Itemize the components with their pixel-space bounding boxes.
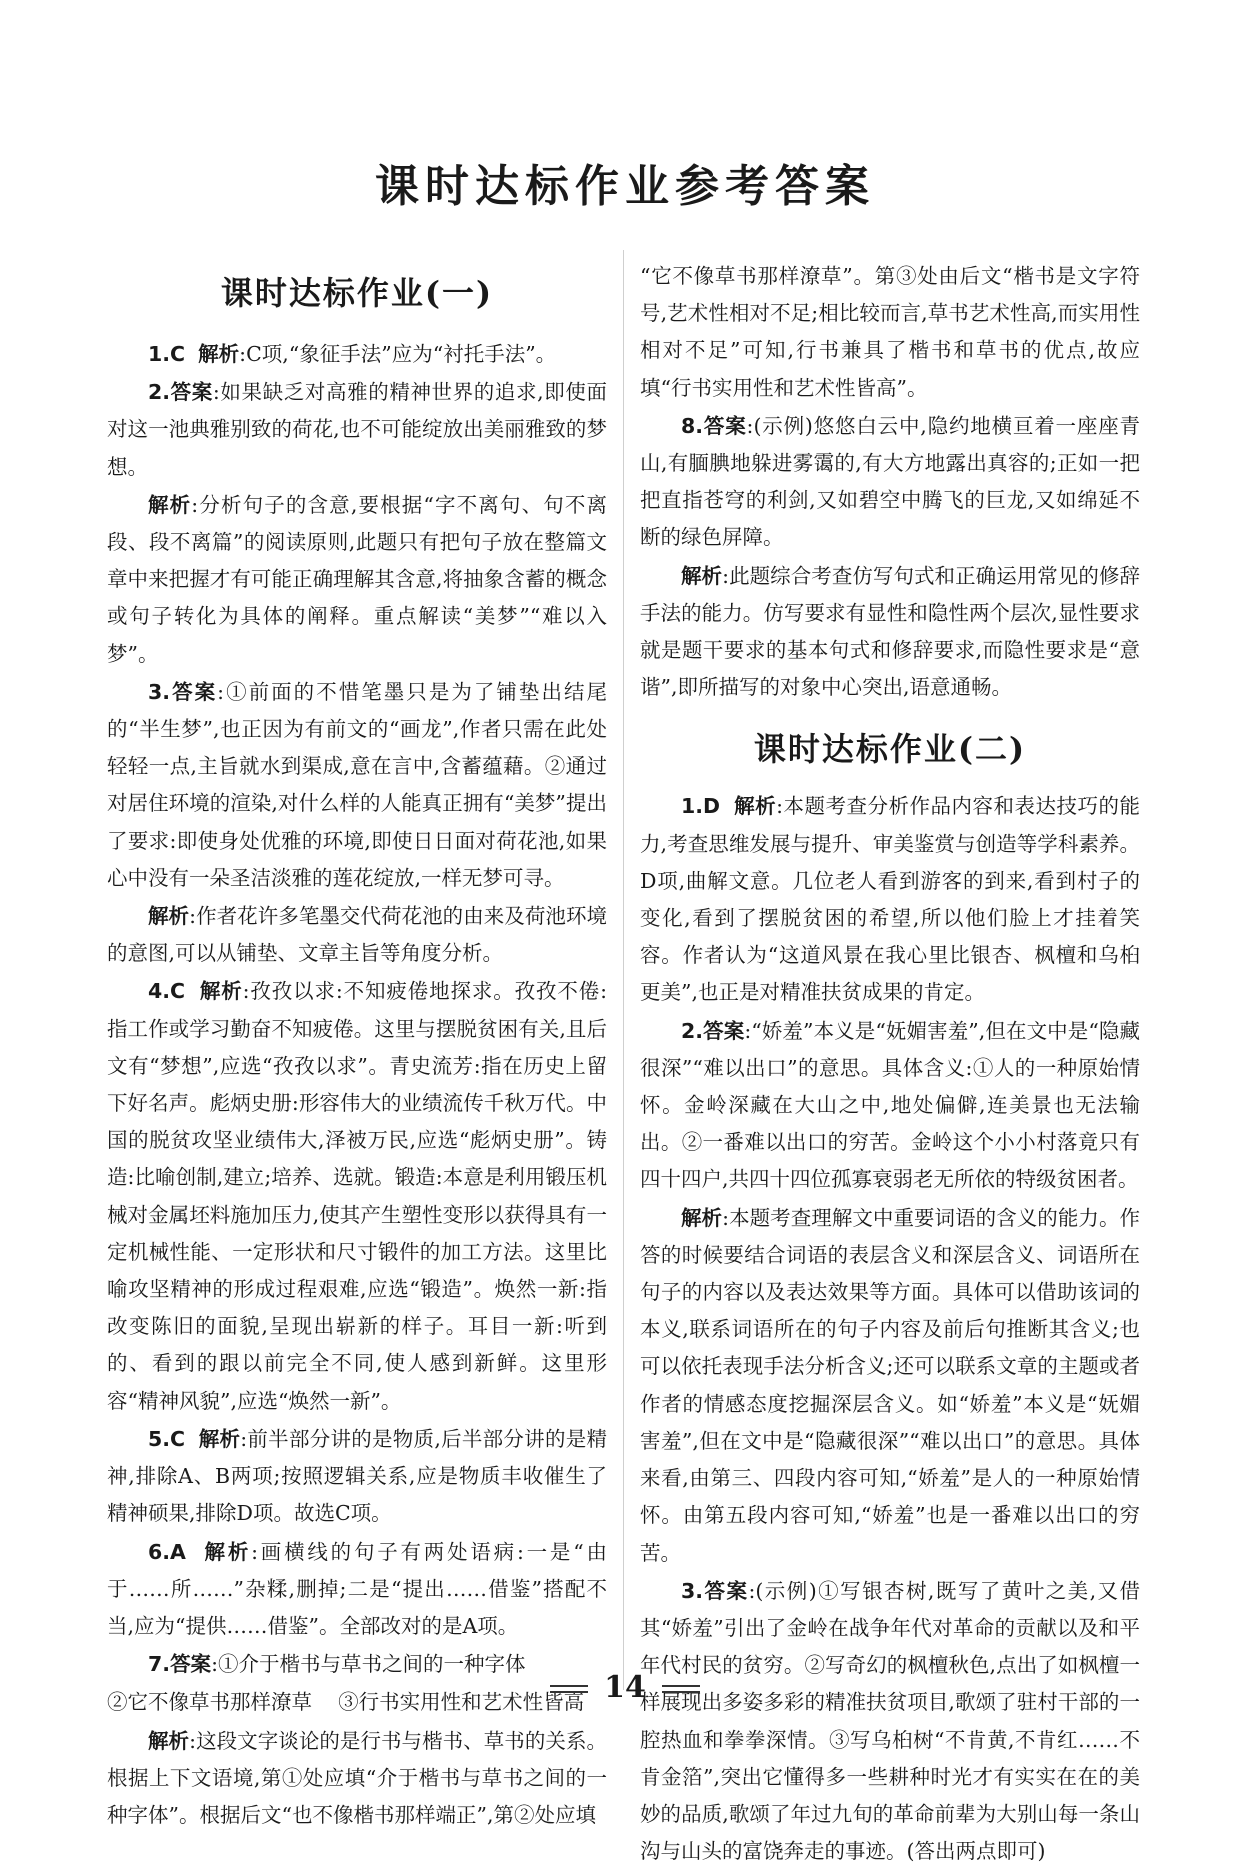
answer-text: :(示例)①写银杏树,既写了黄叶之美,又借其“娇羞”引出了金岭在战争年代对革命的贡献以及和平年代村民的贫穷。②写奇幻的枫檀秋色,点出了如枫檀一样展现出多姿多彩的精准扶贫项目,歌颂了驻村干部的一腔热血和拳拳深情。③写乌桕树“不肯黄,不肯红……不肯金箔”,突出它懂得多一些耕种时光才有实实在在的美妙的品质,歌颂了年过九旬的革命前辈为大别山每一条山沟与山头的富饶奔走的事迹。(答出两点即可) bbox=[640, 1578, 1141, 1864]
answer-text: :前半部分讲的是物质,后半部分讲的是精神,排除A、B两项;按照逻辑关系,应是物质丰收催生了精神硕果,排除D项。故选C项。 bbox=[107, 1426, 607, 1526]
footer-rule-left bbox=[550, 1685, 588, 1693]
right-column bbox=[640, 258, 1140, 1871]
question-number: 6.A bbox=[148, 1539, 186, 1564]
answer-4 bbox=[107, 973, 607, 1419]
analysis-text: :作者花许多笔墨交代荷花池的由来及荷池环境的意图,可以从铺垫、文章主旨等角度分析。 bbox=[107, 904, 608, 966]
analysis-text: :分析句子的含意,要根据“字不离句、句不离段、段不离篇”的阅读原则,此题只有把句子放在整篇文章中来把握才有可能正确理解其含意,将抽象含蓄的概念或句子转化为具体的阐释。重点解读“美梦”“难以入梦”。 bbox=[107, 492, 607, 666]
answer-6 bbox=[107, 1534, 607, 1646]
analysis-label: 解析 bbox=[148, 904, 190, 929]
question-number: 2. bbox=[681, 1018, 704, 1043]
answer-label: 答案 bbox=[170, 679, 218, 704]
question-number: 1.D bbox=[681, 794, 721, 819]
question-number: 7. bbox=[148, 1652, 171, 1677]
question-number: 2. bbox=[148, 380, 171, 405]
section-title-1: 课时达标作业(一) bbox=[220, 274, 494, 312]
answer-label: 答案 bbox=[170, 380, 213, 405]
analysis-text: :这段文字谈论的是行书与楷书、草书的关系。根据上下文语境,第①处应填“介于楷书与草书之间的一种字体”。根据后文“也不像楷书那样端正”,第②处应填 bbox=[107, 1728, 608, 1827]
answer-label: 答案 bbox=[703, 1578, 749, 1603]
analysis-8 bbox=[640, 558, 1140, 707]
analysis-label: 解析 bbox=[198, 1426, 241, 1451]
answer-text: :①前面的不惜笔墨只是为了铺垫出结尾的“半生梦”,也正因为有前文的“画龙”,作者只需在此处轻轻一点,主旨就水到渠成,意在言中,含蓄蕴藉。②通过对居住环境的渲染,对什么样的人能真正拥有“美梦”提出了要求:即使身处优雅的环境,即使日日面对荷花池,如果心中没有一朵圣洁淡雅的莲花绽放,一样无梦可寻。 bbox=[107, 679, 608, 890]
answer-1 bbox=[107, 336, 607, 373]
analysis-2 bbox=[107, 487, 607, 673]
answer-label: 答案 bbox=[703, 1018, 745, 1043]
answer-2-3 bbox=[640, 1573, 1140, 1871]
answer-label: 答案 bbox=[170, 1652, 212, 1677]
question-number: 4.C bbox=[148, 979, 186, 1004]
question-number: 1.C bbox=[148, 342, 186, 366]
analysis-text: :本题考查理解文中重要词语的含义的能力。作答的时候要结合词语的表层含义和深层含义、词语所在句子的内容以及表达效果等方面。具体可以借助该词的本义,联系词语所在的句子内容及前后句推断其含义;也可以依托表现手法分析含义;还可以联系文章的主题或者作者的情感态度挖掘深层含义。如“娇羞”本义是“妩媚害羞”,但在文中是“隐藏很深”“难以出口”的意思。具体来看,由第三、四段内容可知,“娇羞”是人的一种原始情怀。由第五段内容可知,“娇羞”也是一番难以出口的穷苦。 bbox=[640, 1205, 1141, 1565]
answer-text: :本题考查分析作品内容和表达技巧的能力,考查思维发展与提升、审美鉴赏与创造等学科素养。D项,曲解文意。几位老人看到游客的到来,看到村子的变化,看到了摆脱贫困的希望,所以他们脸上才挂着笑容。作者认为“这道风景在我心里比银杏、枫檀和乌桕更美”,也正是对精准扶贫成果的肯定。 bbox=[640, 794, 1140, 1005]
footer-rule-right bbox=[662, 1685, 700, 1693]
answer-text: :孜孜以求:不知疲倦地探求。孜孜不倦:指工作或学习勤奋不知疲倦。这里与摆脱贫困有关,且后文有“梦想”,应选“孜孜以求”。青史流芳:指在历史上留下好名声。彪炳史册:形容伟大的业绩流传千秋万代。中国的脱贫攻坚业绩伟大,泽被万民,应选“彪炳史册”。铸造:比喻创制,建立;培养、选就。锻造:本意是利用锻压机械对金属坯料施加压力,使其产生塑性变形以获得具有一定机械性能、一定形状和尺寸锻件的加工方法。这里比喻攻坚精神的形成过程艰难,应选“锻造”。焕然一新:指改变陈旧的面貌,呈现出崭新的样子。耳目一新:听到的、看到的跟以前完全不同,使人感到新鲜。这里形容“精神风貌”,应选“焕然一新”。 bbox=[107, 979, 607, 1413]
answer-2-2 bbox=[640, 1013, 1140, 1199]
analysis-label: 解析 bbox=[148, 492, 192, 517]
answer-text: :画横线的句子有两处语病:一是“由于……所……”杂糅,删掉;二是“提出……借鉴”搭配不当,应为“提供……借鉴”。全部改对的是A项。 bbox=[107, 1539, 607, 1638]
question-number: 8. bbox=[681, 413, 704, 438]
section-title-2: 课时达标作业(二) bbox=[753, 730, 1027, 769]
analysis-label: 解析 bbox=[148, 1728, 190, 1753]
answer-label: 答案 bbox=[703, 413, 747, 438]
analysis-label: 解析 bbox=[734, 794, 777, 819]
analysis-label: 解析 bbox=[681, 1205, 723, 1230]
answer-2-1 bbox=[640, 788, 1140, 1011]
analysis-label: 解析 bbox=[199, 979, 243, 1004]
page-footer bbox=[0, 1670, 1250, 1705]
answer-text: :C项,“象征手法”应为“衬托手法”。 bbox=[239, 342, 557, 366]
answer-5 bbox=[107, 1421, 607, 1533]
question-number: 3. bbox=[681, 1578, 704, 1603]
analysis-text: :此题综合考查仿写句式和正确运用常见的修辞手法的能力。仿写要求有显性和隐性两个层次,显性要求就是题干要求的基本句式和修辞要求,而隐性要求是“意谐”,即所描写的对象中心突出,语意通畅。 bbox=[640, 563, 1141, 700]
page-number: 14 bbox=[604, 1670, 646, 1705]
analysis-2-2 bbox=[640, 1200, 1140, 1572]
question-number: 5.C bbox=[148, 1426, 186, 1451]
analysis-7-continued: “它不像草书那样潦草”。第③处由后文“楷书是文字符号,艺术性相对不足;相比较而言,草书艺术性高,而实用性相对不足”可知,行书兼具了楷书和草书的优点,故应填“行书实用性和艺术性皆高”。 bbox=[640, 264, 1140, 400]
answer-2 bbox=[107, 374, 607, 486]
left-column bbox=[107, 262, 607, 1835]
answer-text: :“娇羞”本义是“妩媚害羞”,但在文中是“隐藏很深”“难以出口”的意思。具体含义:①人的一种原始情怀。金岭深藏在大山之中,地处偏僻,连美景也无法输出。②一番难以出口的穷苦。金岭这个小小村落竟只有四十四户,共四十四位孤寡衰弱老无所依的特级贫困者。 bbox=[640, 1018, 1141, 1192]
answer-text: :①介于楷书与草书之间的一种字体 bbox=[211, 1652, 526, 1677]
answer-3 bbox=[107, 674, 607, 897]
analysis-7 bbox=[107, 1723, 607, 1835]
analysis-label: 解析 bbox=[198, 342, 240, 366]
analysis-label: 解析 bbox=[681, 563, 723, 588]
column-divider bbox=[623, 250, 624, 1690]
answer-text: :如果缺乏对高雅的精神世界的追求,即使面对这一池典雅别致的荷花,也不可能绽放出美丽雅致的梦想。 bbox=[107, 380, 607, 479]
page-title: 课时达标作业参考答案 bbox=[375, 161, 875, 212]
answer-7-line2: ②它不像草书那样潦草 ③行书实用性和艺术性皆高 bbox=[107, 1690, 585, 1715]
analysis-label: 解析 bbox=[204, 1539, 252, 1564]
answer-8 bbox=[640, 408, 1140, 557]
analysis-3 bbox=[107, 898, 607, 972]
question-number: 3. bbox=[148, 679, 171, 704]
answer-text: :(示例)悠悠白云中,隐约地横亘着一座座青山,有腼腆地躲进雾霭的,有大方地露出真容的;正如一把把直指苍穹的利剑,又如碧空中腾飞的巨龙,又如绵延不断的绿色屏障。 bbox=[640, 413, 1141, 550]
